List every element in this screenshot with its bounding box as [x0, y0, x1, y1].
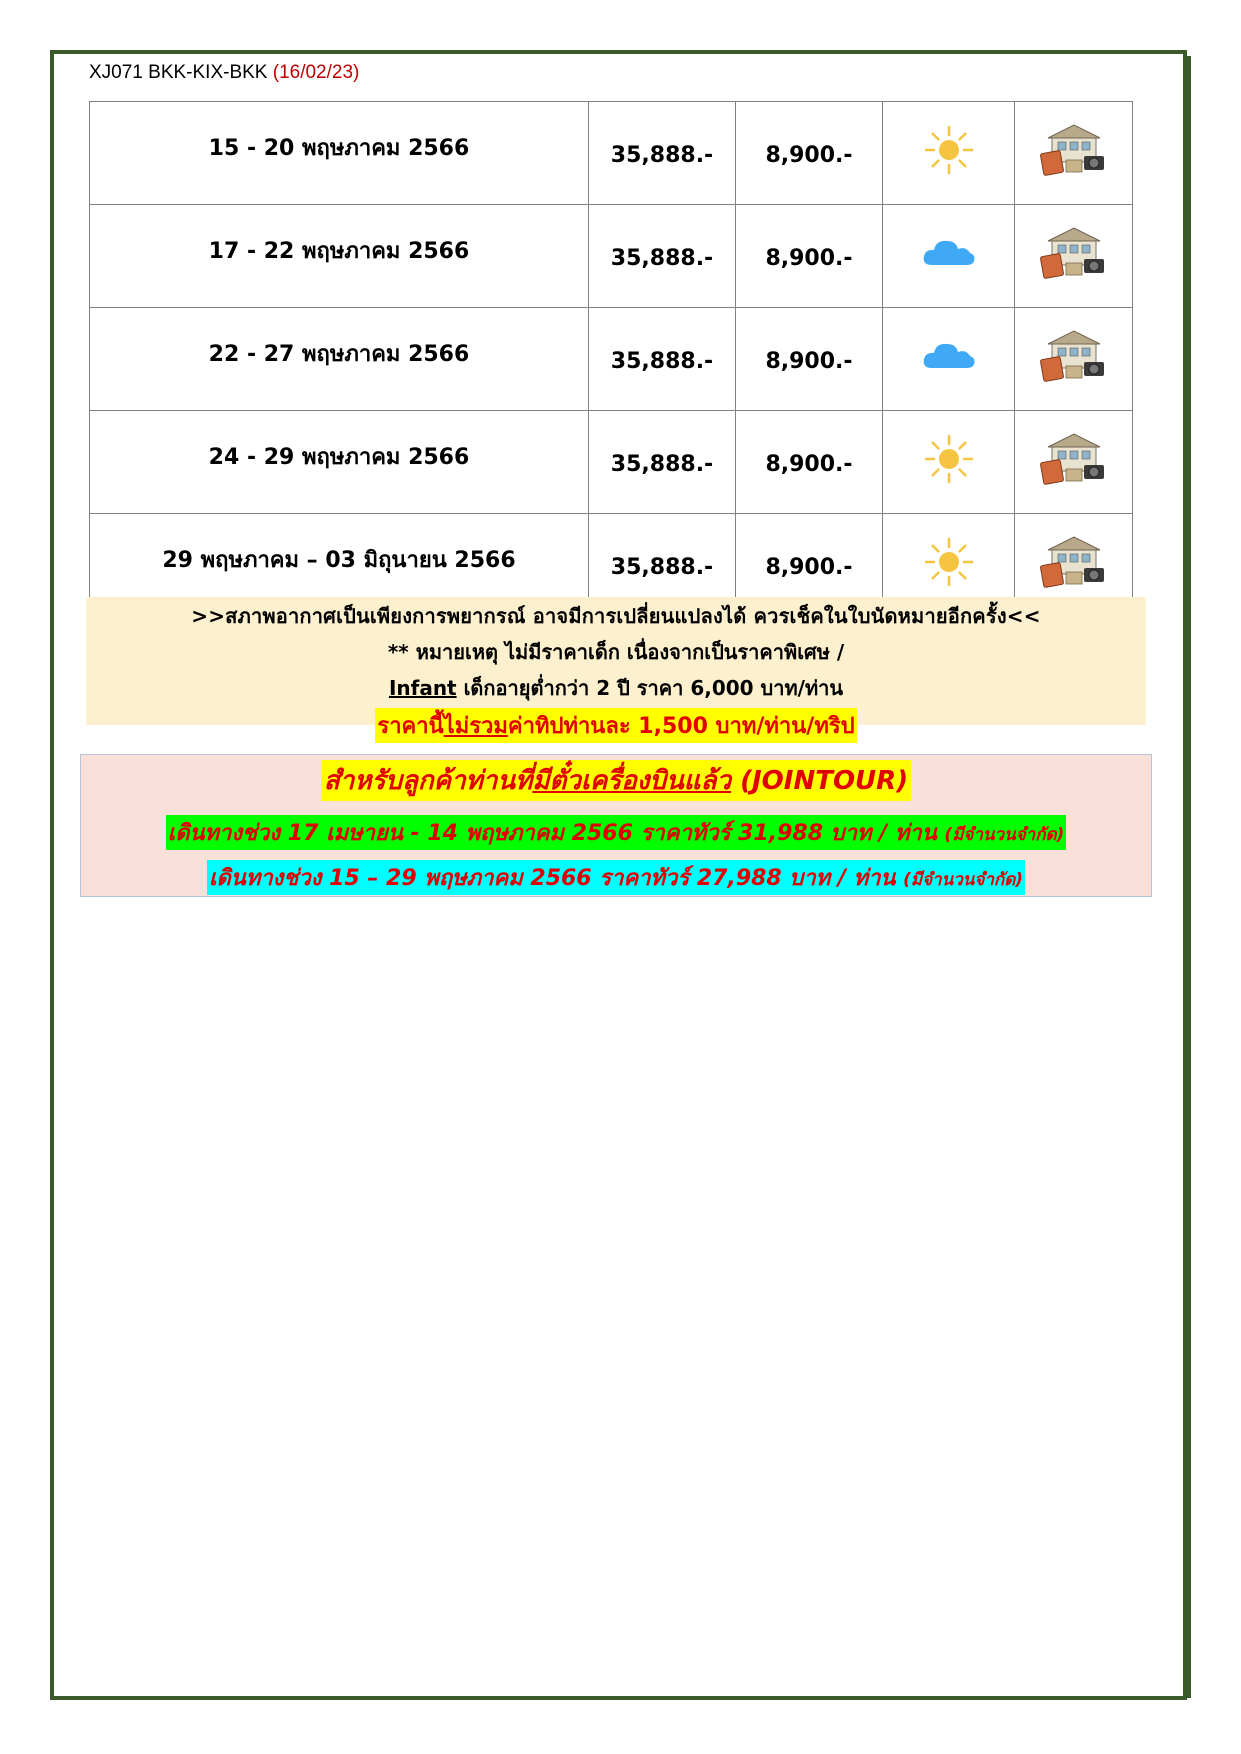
travel-dates: 24 - 29 พฤษภาคม 2566 [90, 411, 589, 514]
tip-note-c: ค่าทิปท่านละ 1,500 บาท/ท่าน/ทริป [507, 714, 855, 739]
travel-dates: 17 - 22 พฤษภาคม 2566 [90, 205, 589, 308]
weather-cell [883, 411, 1015, 514]
tip-note [375, 708, 856, 743]
photo-cell [1015, 308, 1133, 411]
tip-note-a: ราคานี้ [377, 714, 444, 739]
travel-dates: 22 - 27 พฤษภาคม 2566 [90, 308, 589, 411]
single-supplement: 8,900.- [736, 514, 883, 617]
travel-dates: 15 - 20 พฤษภาคม 2566 [90, 102, 589, 205]
infant-label: Infant [388, 676, 457, 700]
photo-cell [1015, 411, 1133, 514]
infant-price-text: เด็กอายุต่ำกว่า 2 ปี ราคา 6,000 บาท/ท่าน [456, 676, 844, 700]
travel-photo-icon [1038, 159, 1110, 184]
table-row [90, 205, 1133, 308]
infant-price-note [86, 672, 1146, 704]
jointour-offer-2 [207, 860, 1025, 895]
travel-photo-icon [1038, 571, 1110, 596]
weather-cell [883, 205, 1015, 308]
jointour-offer-2-note: (มีจำนวนจำกัด) [903, 870, 1024, 890]
travel-photo-icon [1038, 468, 1110, 493]
tour-price: 35,888.- [589, 514, 736, 617]
single-supplement: 8,900.- [736, 411, 883, 514]
sun-icon [923, 157, 975, 182]
single-supplement: 8,900.- [736, 205, 883, 308]
child-price-note: ** หมายเหตุ ไม่มีราคาเด็ก เนื่องจากเป็นราคาพิเศษ / [387, 640, 845, 664]
jointour-box [80, 754, 1152, 897]
sun-icon [923, 569, 975, 594]
travel-photo-icon [1038, 262, 1110, 287]
sun-icon [923, 466, 975, 491]
cloud-icon [920, 252, 978, 277]
weather-disclaimer: >>สภาพอากาศเป็นเพียงการพยากรณ์ อาจมีการเปลี่ยนแปลงได้ ควรเช็คในใบนัดหมายอีกครั้ง<< [191, 604, 1041, 628]
jointour-title-a: สำหรับลูกค้าท่านที่ [323, 766, 533, 796]
tour-price: 35,888.- [589, 411, 736, 514]
tour-price: 35,888.- [589, 308, 736, 411]
single-supplement: 8,900.- [736, 102, 883, 205]
tour-schedule-table [89, 101, 1133, 617]
jointour-title [321, 760, 911, 801]
tour-price: 35,888.- [589, 102, 736, 205]
document-header [89, 62, 359, 84]
photo-cell [1015, 102, 1133, 205]
table-row [90, 308, 1133, 411]
cloud-icon [920, 355, 978, 380]
photo-cell [1015, 205, 1133, 308]
tour-code: XJ071 BKK-KIX-BKK [89, 62, 268, 83]
jointour-offer-1-note: (มีจำนวนจำกัด) [944, 825, 1065, 845]
tip-note-exclude: ไม่รวม [443, 714, 508, 739]
jointour-offer-1-text: เดินทางช่วง 17 เมษายน - 14 พฤษภาคม 2566 ราคาทัวร์ 31,988 บาท / ท่าน [167, 821, 945, 846]
travel-photo-icon [1038, 365, 1110, 390]
tour-price: 35,888.- [589, 205, 736, 308]
jointour-title-c: (JOINTOUR) [731, 766, 909, 796]
jointour-offer-1 [166, 815, 1067, 850]
jointour-offer-2-text: เดินทางช่วง 15 – 29 พฤษภาคม 2566 ราคาทัวร์ 27,988 บาท / ท่าน [208, 866, 904, 891]
table-row [90, 102, 1133, 205]
travel-dates: 29 พฤษภาคม – 03 มิถุนายน 2566 [90, 514, 589, 617]
document-date: (16/02/23) [272, 62, 360, 83]
table-row [90, 411, 1133, 514]
weather-cell [883, 308, 1015, 411]
weather-cell [883, 102, 1015, 205]
weather-notice-box [86, 597, 1146, 739]
jointour-title-b: มีตั๋วเครื่องบินแล้ว [532, 766, 732, 796]
single-supplement: 8,900.- [736, 308, 883, 411]
